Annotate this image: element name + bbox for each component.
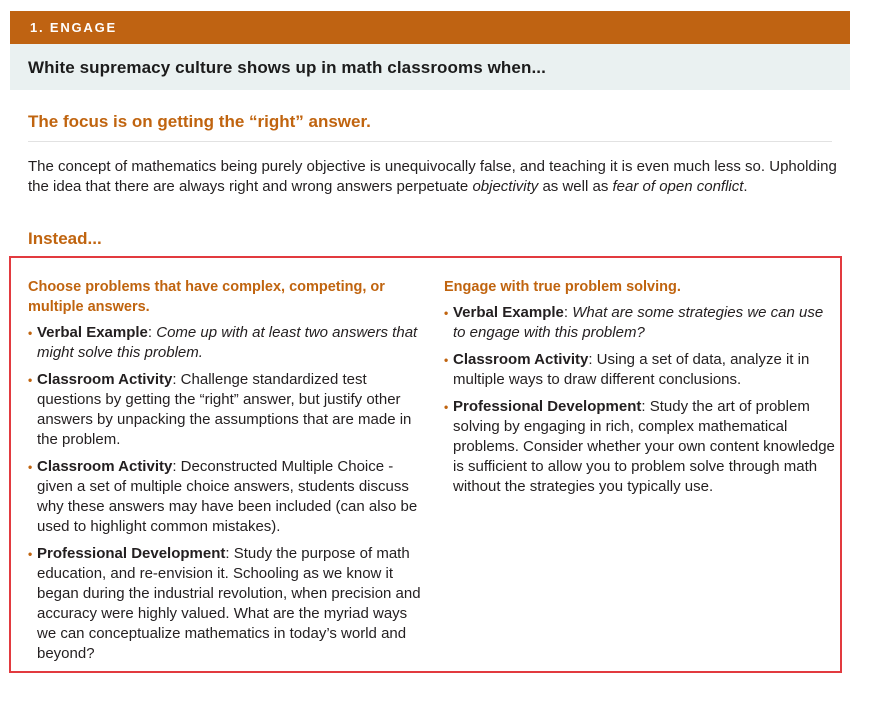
list-item: • Classroom Activity: Deconstructed Multiple Choice - given a set of multiple choice answers, students discuss why these answers may have been included (can also be used to highlight common mistakes). bbox=[28, 458, 418, 535]
item-label: Classroom Activity bbox=[453, 351, 589, 368]
concept-text-2: as well as bbox=[538, 178, 613, 195]
section-header-label: 1. ENGAGE bbox=[30, 20, 117, 35]
bullet-icon: • bbox=[444, 353, 449, 367]
bullet-icon: • bbox=[28, 547, 33, 561]
item-text: Challenge standardized test questions by getting the “right” answer, but justify other answers by unpacking the assumptions that are made in the problem. bbox=[37, 371, 412, 448]
list-item: • Professional Development: Study the purpose of math education, and re-envision it. Schooling as we know it began during the industrial revolution, when precision and accuracy were highly valued. What are the myriad ways we can conceptualize mathematics in today’s world and beyond? bbox=[28, 545, 421, 662]
item-label: Professional Development bbox=[37, 545, 226, 562]
instead-heading: Instead... bbox=[28, 229, 102, 248]
subtitle-band bbox=[10, 44, 850, 90]
bullet-icon: • bbox=[28, 460, 33, 474]
divider bbox=[28, 141, 832, 142]
bullet-icon: • bbox=[28, 373, 33, 387]
item-text: What are some strategies we can use to engage with this problem? bbox=[453, 304, 824, 341]
item-text: Deconstructed Multiple Choice - given a set of multiple choice answers, students discuss why these answers may have been included (can also be used to highlight common mistakes). bbox=[37, 458, 418, 535]
item-text: Using a set of data, analyze it in multiple ways to draw different conclusions. bbox=[453, 351, 810, 388]
item-text: Come up with at least two answers that might solve this problem. bbox=[37, 324, 418, 361]
concept-emphasis-objectivity: objectivity bbox=[472, 178, 539, 195]
concept-paragraph bbox=[28, 157, 838, 197]
section-header-bar bbox=[10, 11, 850, 44]
item-label: Verbal Example bbox=[453, 304, 564, 321]
item-label: Verbal Example bbox=[37, 324, 148, 341]
list-item: • Classroom Activity: Challenge standardized test questions by getting the “right” answer, but justify other answers by unpacking the assumptions that are made in the problem. bbox=[28, 371, 412, 448]
item-label: Classroom Activity bbox=[37, 371, 173, 388]
item-text: Study the purpose of math education, and re-envision it. Schooling as we know it began during the industrial revolution, when precision and accuracy were highly valued. What are the myriad ways we can conceptualize mathematics in today’s world and beyond? bbox=[37, 545, 421, 662]
list-item: • Classroom Activity: Using a set of data, analyze it in multiple ways to draw different conclusions. bbox=[444, 351, 810, 388]
concept-emphasis-conflict: fear of open conflict bbox=[612, 178, 744, 195]
item-label: Classroom Activity bbox=[37, 458, 173, 475]
concept-text-1: The concept of mathematics being purely objective is unequivocally false, and teaching it is even much less so. Upholding the idea that there are always right and wrong answers perpetuate bbox=[28, 158, 837, 195]
item-text: Study the art of problem solving by engaging in rich, complex mathematical problems. Consider whether your own content knowledge is sufficient to allow you to problem solve through math without the strategies you typically use. bbox=[453, 398, 835, 495]
right-column bbox=[444, 277, 836, 504]
bullet-icon: • bbox=[444, 306, 449, 320]
list-item: • Verbal Example: Come up with at least two answers that might solve this problem. bbox=[28, 324, 418, 361]
focus-heading: The focus is on getting the “right” answer. bbox=[28, 112, 371, 131]
bullet-icon: • bbox=[444, 400, 449, 414]
item-label: Professional Development bbox=[453, 398, 642, 415]
bullet-icon: • bbox=[28, 326, 33, 340]
left-column-list bbox=[28, 323, 423, 664]
subtitle-heading: White supremacy culture shows up in math classrooms when... bbox=[28, 58, 546, 77]
left-column bbox=[28, 277, 423, 671]
right-column-list bbox=[444, 303, 836, 497]
right-column-heading: Engage with true problem solving. bbox=[444, 279, 681, 295]
list-item: • Verbal Example: What are some strategies we can use to engage with this problem? bbox=[444, 304, 824, 341]
concept-text-end: . bbox=[743, 178, 748, 195]
list-item: • Professional Development: Study the art of problem solving by engaging in rich, complex mathematical problems. Consider whether your own content knowledge is sufficient to allow you to problem solve through math without the strategies you typically use. bbox=[444, 398, 835, 495]
left-column-heading: Choose problems that have complex, competing, or multiple answers. bbox=[28, 279, 385, 315]
